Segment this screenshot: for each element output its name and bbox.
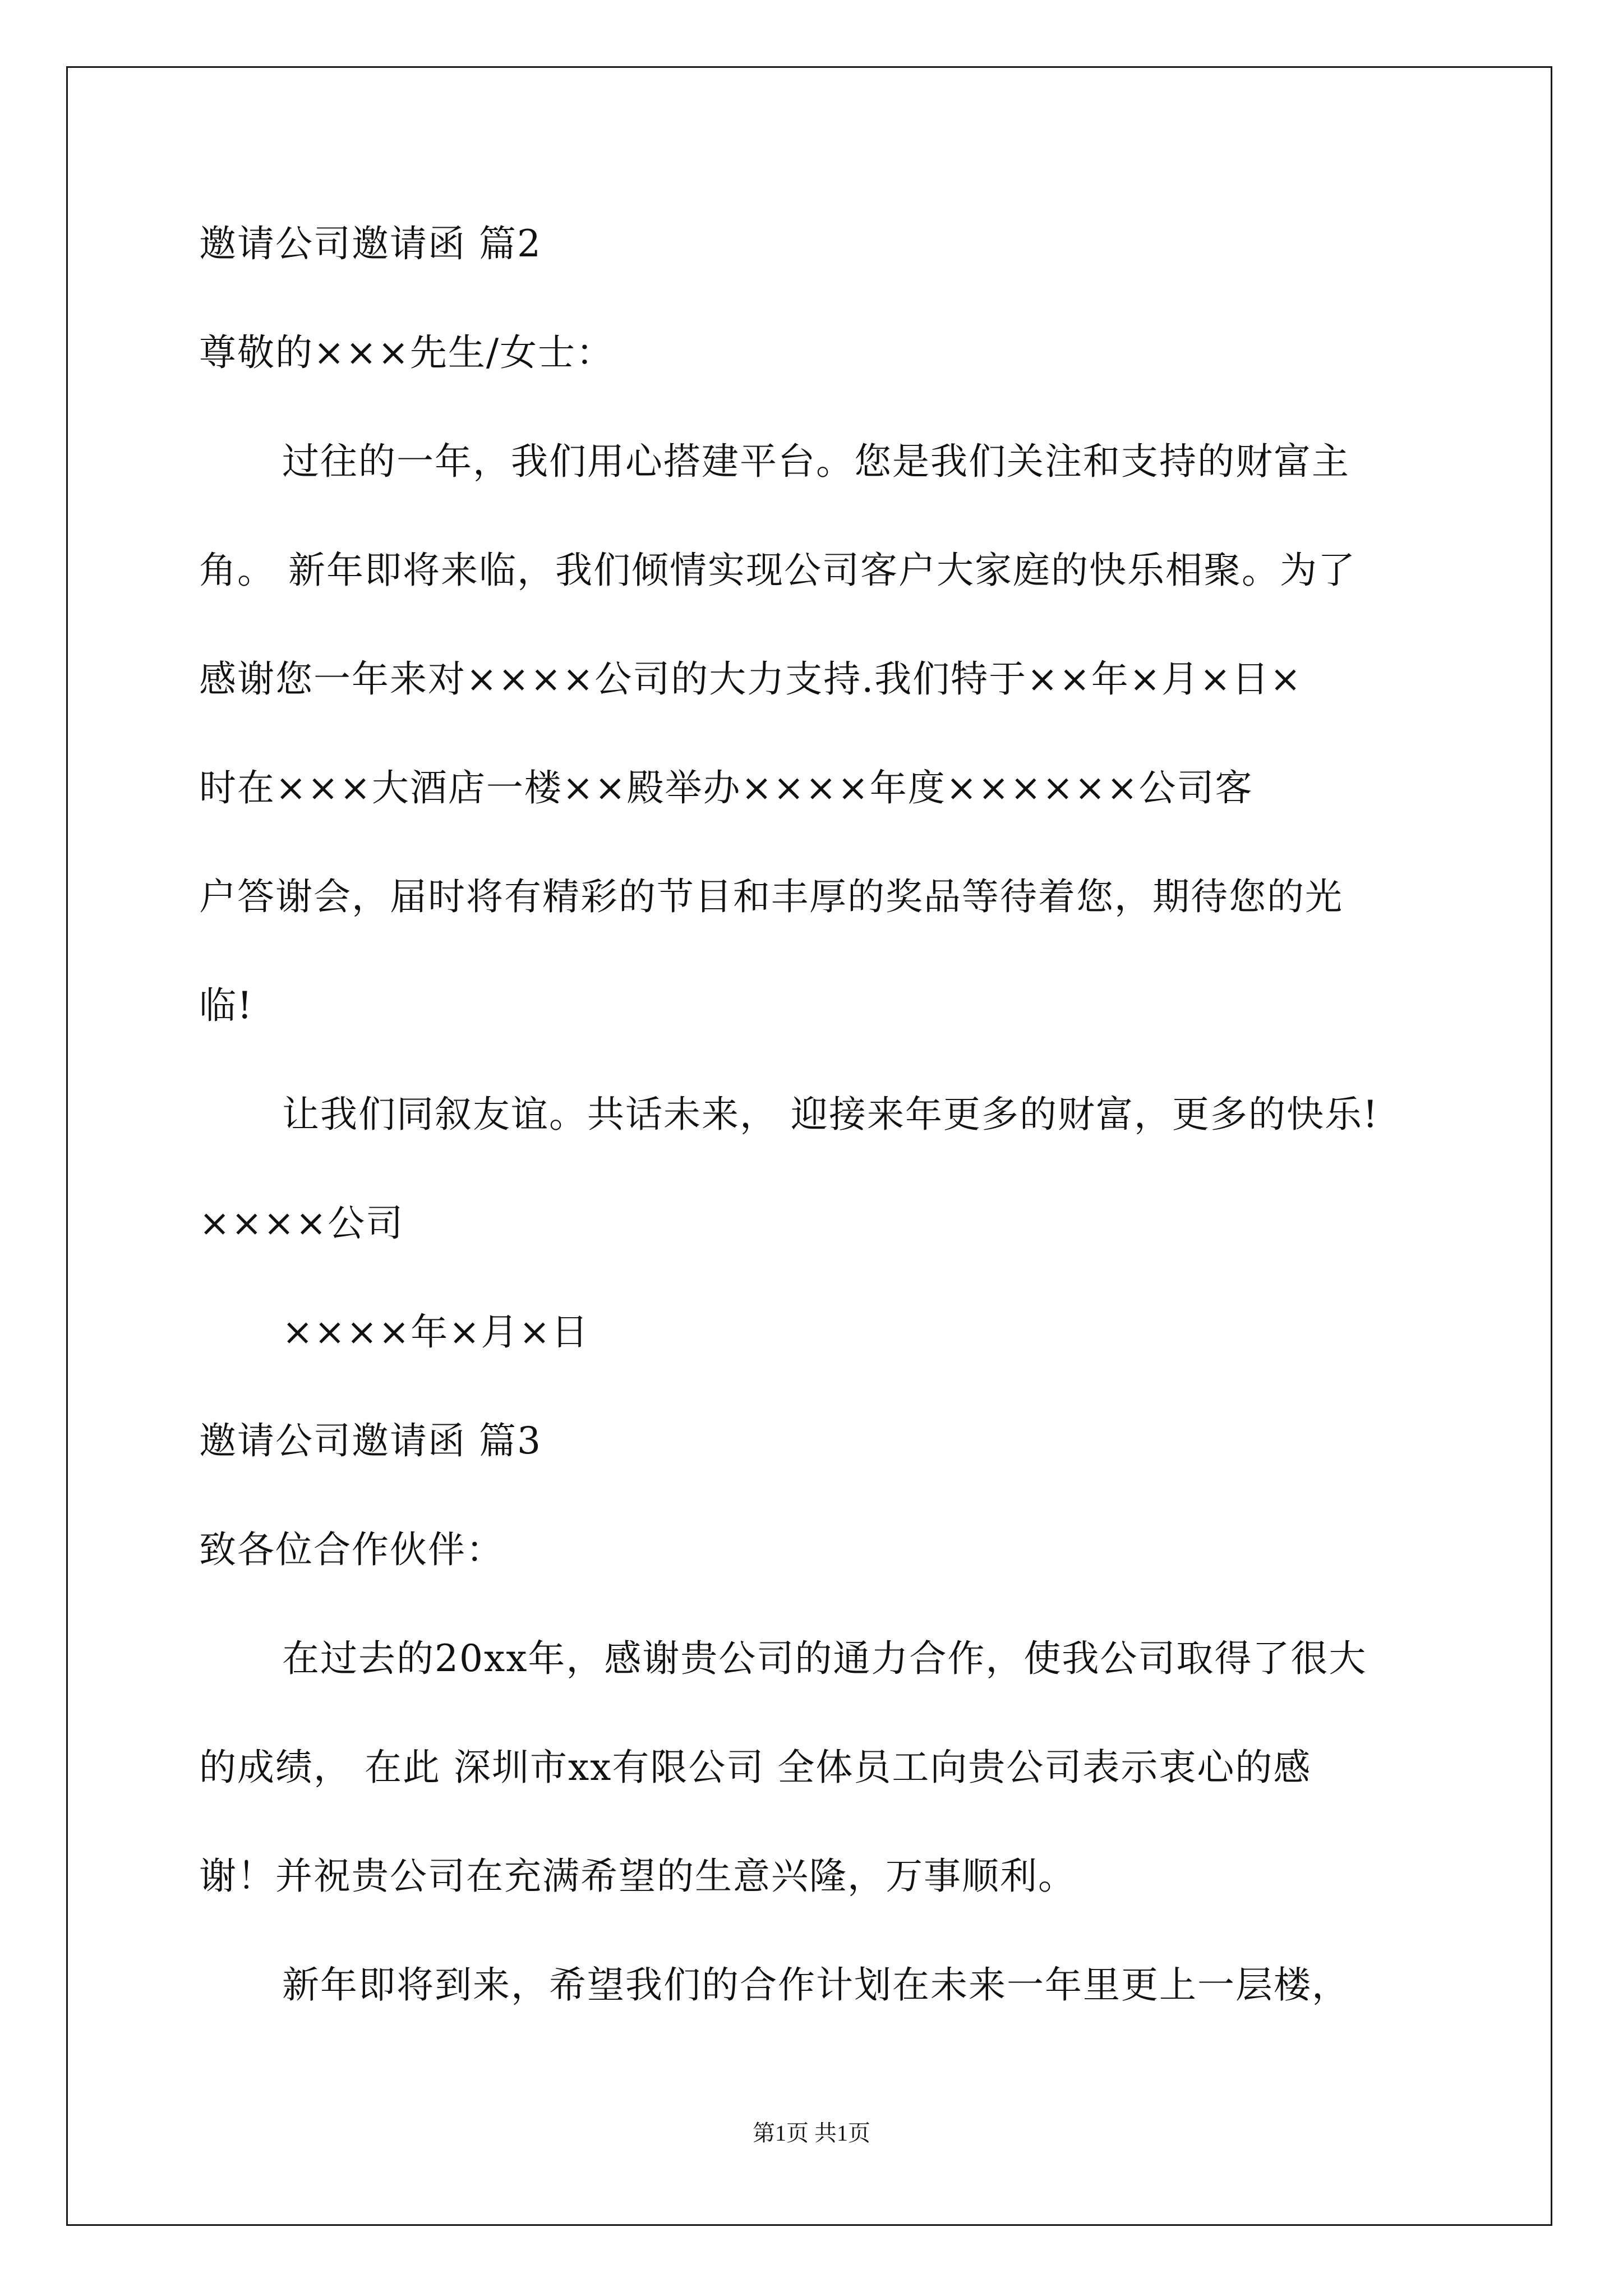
heading-invitation-2: 邀请公司邀请函 篇2 xyxy=(199,222,542,265)
paragraph-line: 角。 新年即将来临，我们倾情实现公司客户大家庭的快乐相聚。为了 xyxy=(199,549,1356,592)
salutation-line: 致各位合作伙伴： xyxy=(199,1528,504,1571)
paragraph-line: 在过去的20xx年，感谢贵公司的通力合作，使我公司取得了很大 xyxy=(282,1637,1367,1680)
paragraph-line: 感谢您一年来对××××公司的大力支持.我们特于××年×月×日× xyxy=(199,657,1302,701)
salutation-line: 尊敬的×××先生/女士： xyxy=(199,331,615,374)
paragraph-line: 临! xyxy=(199,984,253,1027)
signature-company: ××××公司 xyxy=(199,1202,404,1245)
paragraph-line: 户答谢会，届时将有精彩的节目和丰厚的奖品等待着您，期待您的光 xyxy=(199,875,1343,918)
paragraph-line: 过往的一年，我们用心搭建平台。您是我们关注和支持的财富主 xyxy=(282,440,1350,483)
paragraph-line: 谢！并祝贵公司在充满希望的生意兴隆，万事顺利。 xyxy=(199,1855,1076,1898)
paragraph-line: 新年即将到来，希望我们的合作计划在未来一年里更上一层楼， xyxy=(282,1963,1350,2007)
page-footer: 第1页 共1页 xyxy=(753,2120,870,2146)
page-border xyxy=(66,66,1552,2226)
paragraph-line: 让我们同叙友谊。共话未来， 迎接来年更多的财富，更多的快乐! xyxy=(282,1093,1379,1136)
paragraph-line: 的成绩， 在此 深圳市xx有限公司 全体员工向贵公司表示衷心的感 xyxy=(199,1746,1312,1789)
heading-invitation-3: 邀请公司邀请函 篇3 xyxy=(199,1419,542,1462)
signature-date: ××××年×月×日 xyxy=(282,1310,589,1354)
paragraph-line: 时在×××大酒店一楼××殿举办××××年度××××××公司客 xyxy=(199,766,1253,809)
